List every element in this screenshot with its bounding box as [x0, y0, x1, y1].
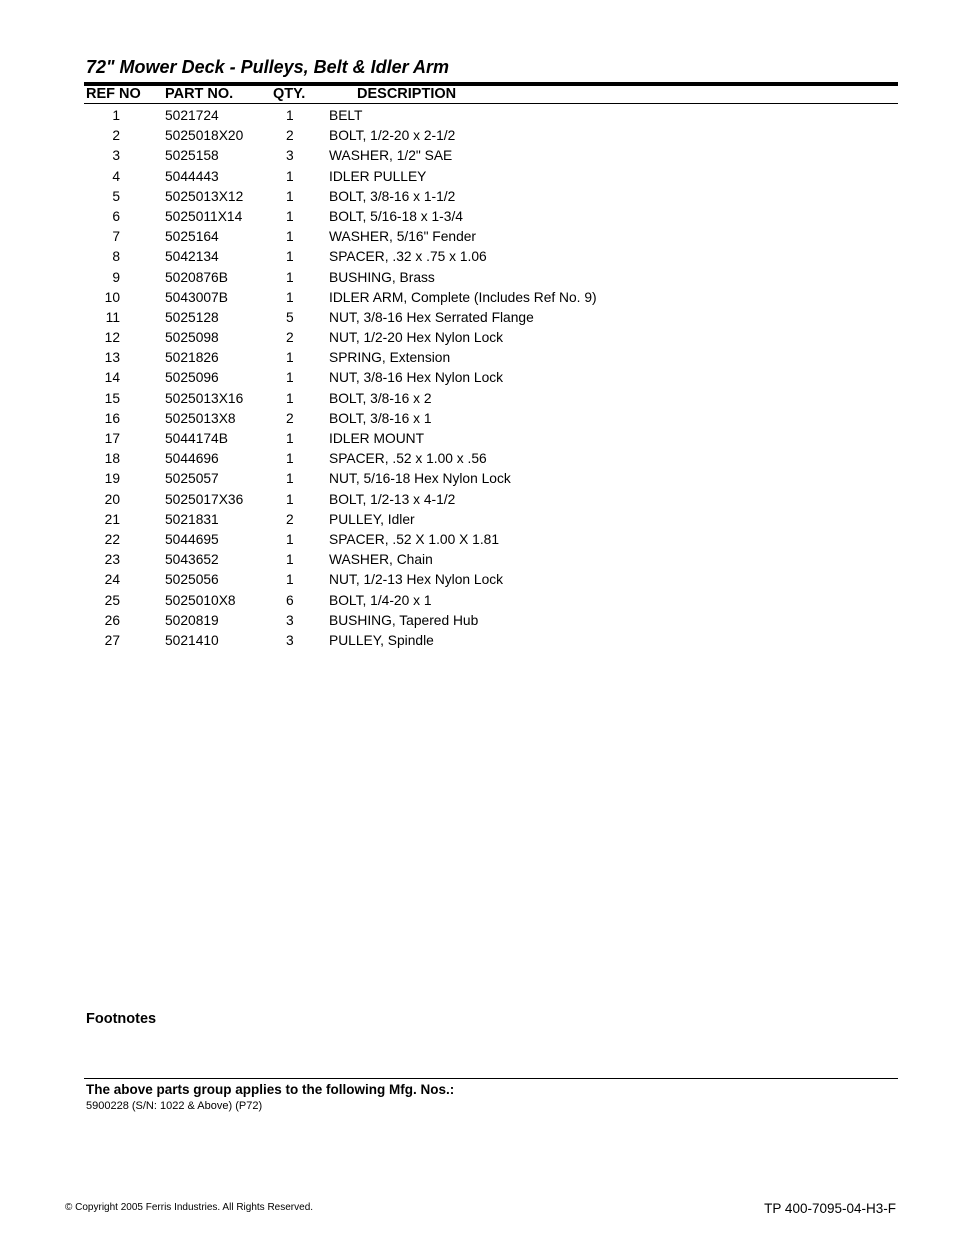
part-no-cell: 5025057: [165, 471, 219, 487]
qty-cell: 1: [286, 471, 294, 487]
ref-no-cell: 14: [104, 370, 120, 386]
part-no-cell: 5025128: [165, 309, 219, 325]
table-row: [0, 570, 954, 590]
description-cell: IDLER PULLEY: [329, 168, 427, 184]
ref-no-cell: 9: [112, 269, 120, 285]
ref-no-cell: 22: [104, 531, 120, 547]
qty-cell: 1: [286, 249, 294, 265]
qty-cell: 1: [286, 370, 294, 386]
description-cell: SPACER, .32 x .75 x 1.06: [329, 249, 487, 265]
qty-cell: 3: [286, 612, 294, 628]
ref-no-cell: 7: [112, 229, 120, 245]
part-no-cell: 5021410: [165, 632, 219, 648]
table-row: [0, 328, 954, 348]
ref-no-cell: 23: [104, 552, 120, 568]
description-cell: BOLT, 1/2-13 x 4-1/2: [329, 491, 456, 507]
table-row: [0, 106, 954, 126]
mfg-heading: The above parts group applies to the following Mfg. Nos.:: [86, 1082, 455, 1097]
ref-no-cell: 16: [104, 410, 120, 426]
part-no-cell: 5025098: [165, 330, 219, 346]
description-cell: BOLT, 1/4-20 x 1: [329, 592, 432, 608]
table-row: [0, 490, 954, 510]
qty-cell: 1: [286, 269, 294, 285]
description-cell: WASHER, Chain: [329, 552, 433, 568]
qty-cell: 1: [286, 531, 294, 547]
part-no-cell: 5021724: [165, 108, 219, 123]
header-description: DESCRIPTION: [357, 86, 457, 102]
ref-no-cell: 8: [112, 249, 120, 265]
part-no-cell: 5025018X20: [165, 128, 244, 144]
page-title: 72" Mower Deck - Pulleys, Belt & Idler Arm: [86, 57, 449, 77]
ref-no-cell: 15: [104, 390, 120, 406]
header-part-no: PART NO.: [165, 86, 234, 102]
table-row: [0, 207, 954, 227]
part-no-cell: 5044174B: [165, 431, 228, 446]
part-no-cell: 5044695: [165, 531, 219, 547]
ref-no-cell: 13: [104, 350, 120, 366]
description-cell: PULLEY, Idler: [329, 511, 415, 527]
part-no-cell: 5020819: [165, 612, 219, 628]
qty-cell: 1: [286, 431, 294, 446]
qty-cell: 1: [286, 108, 294, 123]
header-ref-no: REF NO: [86, 86, 141, 102]
description-cell: SPACER, .52 X 1.00 X 1.81: [329, 531, 500, 547]
ref-no-cell: 19: [104, 471, 120, 487]
table-row: [0, 227, 954, 247]
parts-table: [0, 106, 954, 651]
description-cell: BOLT, 5/16-18 x 1-3/4: [329, 208, 463, 224]
part-no-cell: 5025013X8: [165, 410, 236, 426]
part-no-cell: 5044443: [165, 168, 219, 184]
description-cell: BOLT, 3/8-16 x 1-1/2: [329, 188, 456, 204]
mfg-number: 5900228 (S/N: 1022 & Above) (P72): [86, 1100, 263, 1112]
table-row: [0, 146, 954, 166]
description-cell: BOLT, 3/8-16 x 1: [329, 410, 432, 426]
header-divider: [84, 103, 898, 104]
part-no-cell: 5042134: [165, 249, 219, 265]
table-row: [0, 288, 954, 308]
table-row: [0, 409, 954, 429]
ref-no-cell: 10: [104, 289, 120, 305]
qty-cell: 1: [286, 451, 294, 467]
description-cell: BOLT, 3/8-16 x 2: [329, 390, 432, 406]
qty-cell: 1: [286, 350, 294, 366]
ref-no-cell: 1: [112, 108, 120, 123]
qty-cell: 1: [286, 229, 294, 245]
header-qty: QTY.: [273, 86, 306, 102]
ref-no-cell: 3: [112, 148, 120, 164]
table-row: [0, 449, 954, 469]
table-row: [0, 389, 954, 409]
description-cell: NUT, 3/8-16 Hex Nylon Lock: [329, 370, 504, 386]
part-no-cell: 5025013X16: [165, 390, 244, 406]
table-row: [0, 611, 954, 631]
qty-cell: 2: [286, 128, 294, 144]
qty-cell: 1: [286, 572, 294, 588]
qty-cell: 3: [286, 148, 294, 164]
table-row: [0, 368, 954, 388]
qty-cell: 1: [286, 208, 294, 224]
description-cell: IDLER MOUNT: [329, 431, 425, 446]
table-row: [0, 308, 954, 328]
qty-cell: 6: [286, 592, 294, 608]
table-row: [0, 247, 954, 267]
table-row: [0, 429, 954, 449]
ref-no-cell: 27: [104, 632, 120, 648]
qty-cell: 1: [286, 289, 294, 305]
mfg-divider: [84, 1078, 898, 1079]
ref-no-cell: 2: [112, 128, 120, 144]
description-cell: BOLT, 1/2-20 x 2-1/2: [329, 128, 456, 144]
qty-cell: 2: [286, 330, 294, 346]
part-no-cell: 5025011X14: [165, 208, 243, 224]
table-row: [0, 268, 954, 288]
ref-no-cell: 21: [104, 511, 120, 527]
ref-no-cell: 4: [112, 168, 120, 184]
description-cell: BUSHING, Tapered Hub: [329, 612, 479, 628]
description-cell: IDLER ARM, Complete (Includes Ref No. 9): [329, 289, 597, 305]
ref-no-cell: 24: [104, 572, 120, 588]
ref-no-cell: 17: [104, 431, 120, 446]
ref-no-cell: 5: [112, 188, 120, 204]
part-no-cell: 5025096: [165, 370, 219, 386]
table-row: [0, 187, 954, 207]
ref-no-cell: 26: [104, 612, 120, 628]
part-no-cell: 5044696: [165, 451, 219, 467]
part-no-cell: 5025017X36: [165, 491, 244, 507]
part-no-cell: 5043007B: [165, 289, 228, 305]
copyright-text: © Copyright 2005 Ferris Industries. All Rights Reserved.: [65, 1202, 314, 1213]
table-row: [0, 126, 954, 146]
description-cell: WASHER, 5/16" Fender: [329, 229, 477, 245]
ref-no-cell: 18: [104, 451, 120, 467]
qty-cell: 1: [286, 188, 294, 204]
table-row: [0, 530, 954, 550]
ref-no-cell: 6: [112, 208, 120, 224]
qty-cell: 1: [286, 168, 294, 184]
qty-cell: 2: [286, 511, 294, 527]
footnotes-heading: Footnotes: [86, 1011, 157, 1027]
qty-cell: 1: [286, 491, 294, 507]
table-row: [0, 550, 954, 570]
part-no-cell: 5020876B: [165, 269, 228, 285]
description-cell: SPACER, .52 x 1.00 x .56: [329, 451, 487, 467]
part-no-cell: 5025158: [165, 148, 219, 164]
table-row: [0, 510, 954, 530]
description-cell: BUSHING, Brass: [329, 269, 435, 285]
description-cell: NUT, 5/16-18 Hex Nylon Lock: [329, 471, 511, 487]
part-no-cell: 5025010X8: [165, 592, 236, 608]
table-row: [0, 348, 954, 368]
part-no-cell: 5021831: [165, 511, 219, 527]
ref-no-cell: 20: [104, 491, 120, 507]
description-cell: SPRING, Extension: [329, 350, 451, 366]
document-number: TP 400-7095-04-H3-F: [764, 1201, 896, 1216]
description-cell: BELT: [329, 108, 363, 123]
description-cell: NUT, 1/2-20 Hex Nylon Lock: [329, 330, 504, 346]
description-cell: WASHER, 1/2" SAE: [329, 148, 453, 164]
table-row: [0, 591, 954, 611]
ref-no-cell: 11: [105, 309, 120, 325]
ref-no-cell: 25: [104, 592, 120, 608]
part-no-cell: 5025164: [165, 229, 219, 245]
ref-no-cell: 12: [104, 330, 120, 346]
qty-cell: 1: [286, 552, 294, 568]
description-cell: NUT, 3/8-16 Hex Serrated Flange: [329, 309, 534, 325]
qty-cell: 2: [286, 410, 294, 426]
description-cell: PULLEY, Spindle: [329, 632, 434, 648]
part-no-cell: 5021826: [165, 350, 219, 366]
qty-cell: 1: [286, 390, 294, 406]
description-cell: NUT, 1/2-13 Hex Nylon Lock: [329, 572, 504, 588]
qty-cell: 5: [286, 309, 294, 325]
table-row: [0, 469, 954, 489]
table-row: [0, 167, 954, 187]
table-row: [0, 631, 954, 651]
part-no-cell: 5043652: [165, 552, 219, 568]
qty-cell: 3: [286, 632, 294, 648]
part-no-cell: 5025056: [165, 572, 219, 588]
part-no-cell: 5025013X12: [165, 188, 244, 204]
